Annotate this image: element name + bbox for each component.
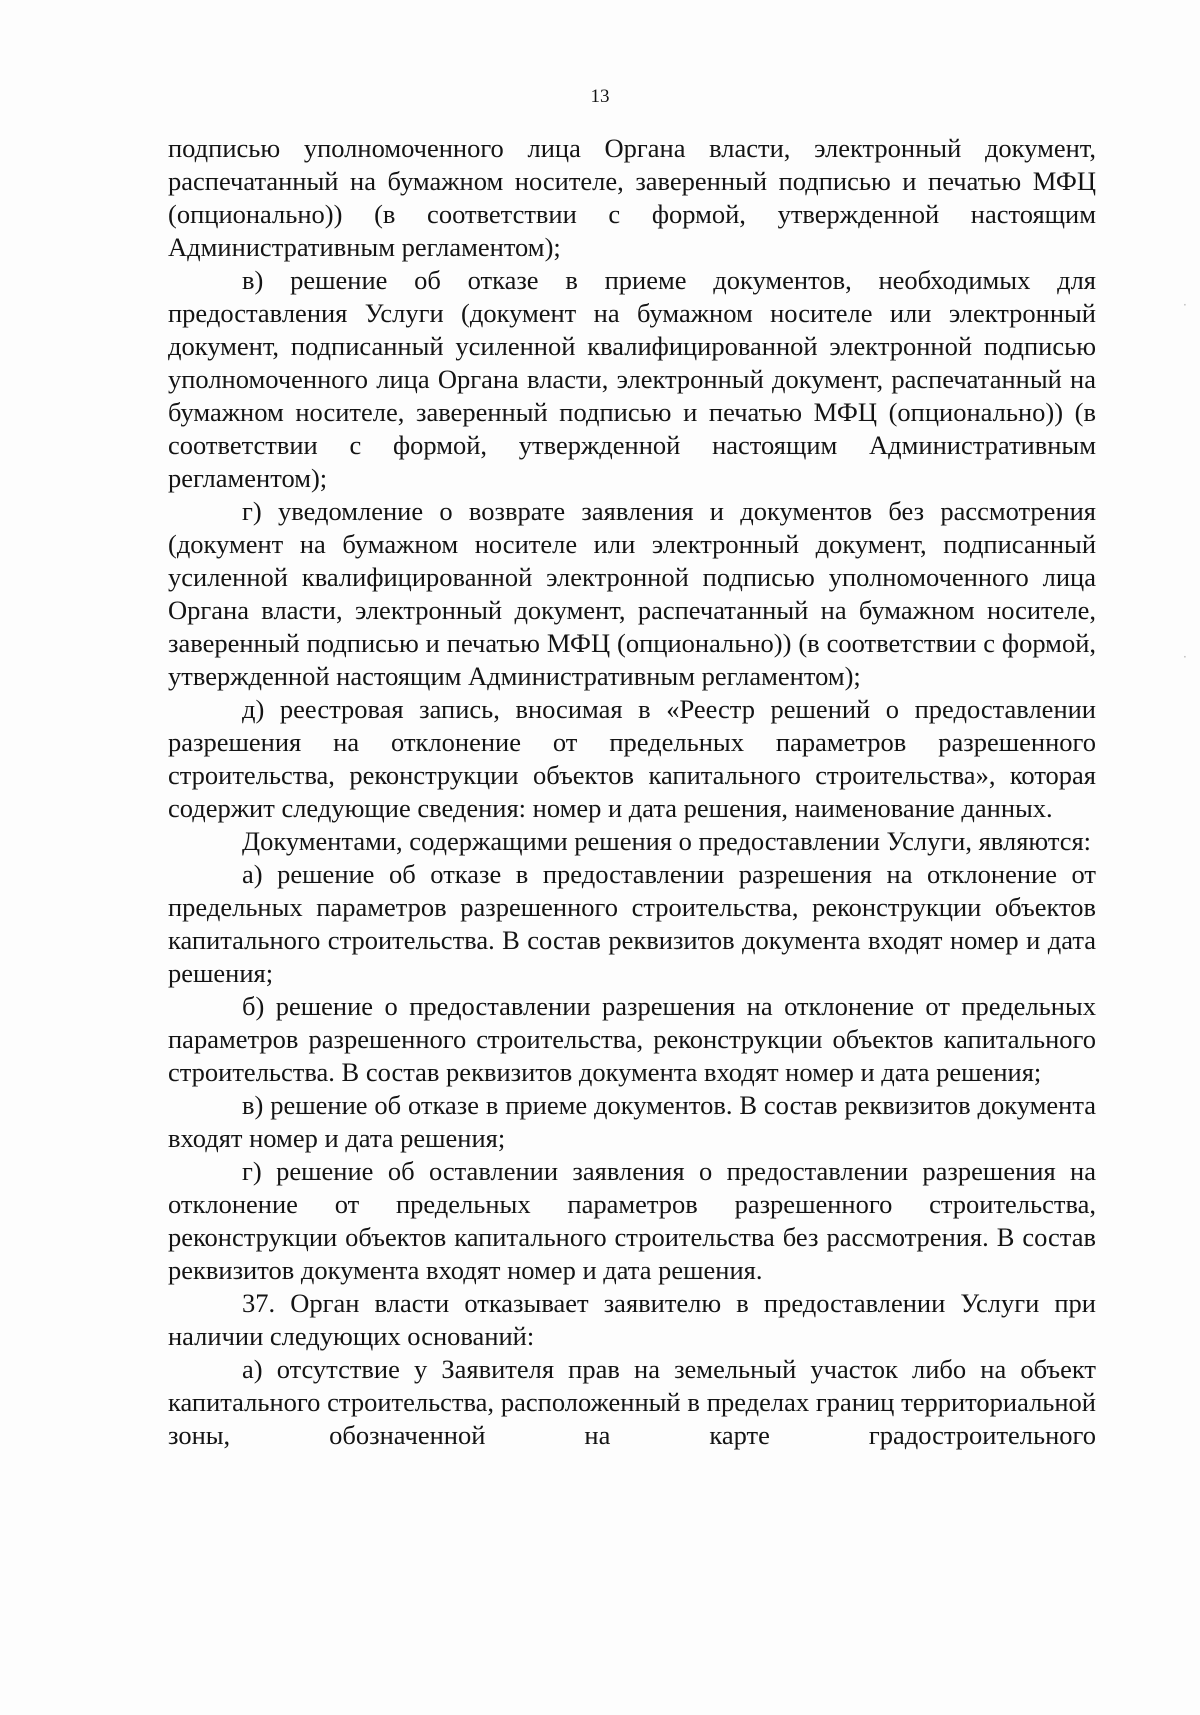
scan-speck: · (1183, 650, 1187, 664)
paragraph-item-a-refusal-decision: а) решение об отказе в предоставлении разрешения на отклонение от предельных параметров разрешенного строительства, реконструкции объектов капитального строительства. В состав реквизитов документа входят номер и дата решения; (168, 859, 1096, 988)
scan-speck: · (1183, 298, 1187, 312)
paragraph-item-b-grant-decision: б) решение о предоставлении разрешения на отклонение от предельных параметров разрешенного строительства, реконструкции объектов капитального строительства. В состав реквизитов документа входят номер и дата решения; (168, 991, 1096, 1087)
paragraph-item-g-return-notice: г) уведомление о возврате заявления и документов без рассмотрения (документ на бумажном носителе или электронный документ, подписанный усиленной квалифицированной электронной подписью уполномоченного лица Органа власти, электронный документ, распечатанный на бумажном носителе, заверенный подписью и печатью МФЦ (опционально)) (в соответствии с формой, утвержденной настоящим Административным регламентом); (168, 496, 1096, 691)
paragraph-item-v-refusal-docs: в) решение об отказе в приеме документов, необходимых для предоставления Услуги (документ на бумажном носителе или электронный документ, подписанный усиленной квалифицированной электронной подписью уполномоченного лица Органа власти, электронный документ, распечатанный на бумажном носителе, заверенный подписью и печатью МФЦ (опционально)) (в соответствии с формой, утвержденной настоящим Административным регламентом); (168, 265, 1096, 493)
paragraph-item-g-no-consideration: г) решение об оставлении заявления о предоставлении разрешения на отклонение от предельных параметров разрешенного строительства, реконструкции объектов капитального строительства без рассмотрения. В состав реквизитов документа входят номер и дата решения. (168, 1156, 1096, 1285)
page-number: 13 (590, 86, 610, 107)
paragraph-decision-documents-intro: Документами, содержащими решения о предоставлении Услуги, являются: (242, 826, 1092, 856)
paragraph-item-a-no-rights: а) отсутствие у Заявителя прав на земельный участок либо на объект капитального строительства, расположенный в пределах границ территориальной зоны, обозначенной на карте градостроительного (168, 1354, 1096, 1450)
paragraph-item-d-registry-record: д) реестровая запись, вносимая в «Реестр решений о предоставлении разрешения на отклонение от предельных параметров разрешенного строительства, реконструкции объектов капитального строительства», которая содержит следующие сведения: номер и дата решения, наименование данных. (168, 694, 1096, 823)
paragraph-continuation: подписью уполномоченного лица Органа власти, электронный документ, распечатанный на бумажном носителе, заверенный подписью и печатью МФЦ (опционально)) (в соответствии с формой, утвержденной настоящим Административным регламентом); (168, 133, 1096, 262)
paragraph-section-37: 37. Орган власти отказывает заявителю в предоставлении Услуги при наличии следующих оснований: (168, 1288, 1096, 1351)
document-body (168, 132, 1096, 1452)
paragraph-item-v-refusal-acceptance: в) решение об отказе в приеме документов. В состав реквизитов документа входят номер и дата решения; (168, 1090, 1096, 1153)
